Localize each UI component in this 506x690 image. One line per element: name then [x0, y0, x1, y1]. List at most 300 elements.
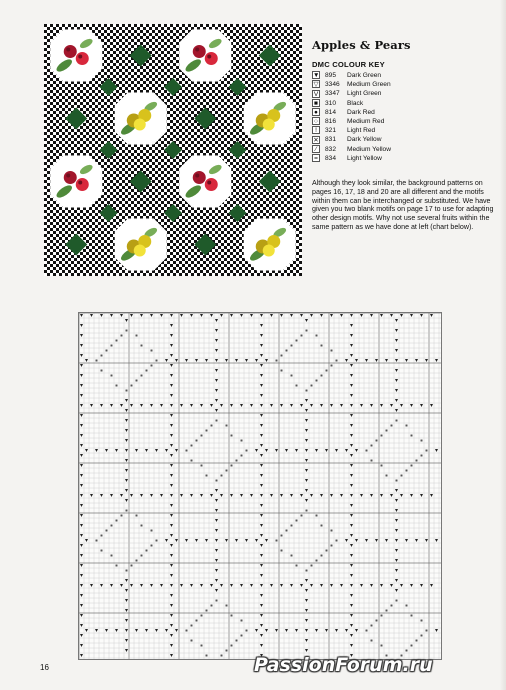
- stitch-symbol: [350, 404, 353, 407]
- stitch-symbol: [425, 359, 428, 362]
- cherry: [64, 171, 77, 184]
- stitch-symbol: [350, 614, 353, 617]
- key-number: 834: [325, 154, 337, 162]
- stitch-symbol: [206, 475, 208, 477]
- stitch-symbol: [231, 645, 233, 647]
- stitch-symbol: [416, 460, 418, 462]
- stitch-symbol: [230, 494, 233, 497]
- stitch-symbol: [355, 359, 358, 362]
- stitch-symbol: [210, 404, 213, 407]
- stitch-symbol: [366, 630, 368, 632]
- stitch-symbol: [101, 550, 103, 552]
- stitch-symbol: [376, 440, 378, 442]
- stitch-symbol: [355, 449, 358, 452]
- stitch-symbol: [190, 314, 193, 317]
- stitch-symbol: [260, 624, 263, 627]
- stitch-symbol: [310, 404, 313, 407]
- stitch-symbol: [80, 604, 83, 607]
- key-symbol: ■: [312, 99, 320, 107]
- stitch-symbol: [111, 525, 113, 527]
- stitch-symbol: [350, 594, 353, 597]
- stitch-symbol: [316, 515, 318, 517]
- stitch-symbol: [250, 584, 253, 587]
- stitch-symbol: [226, 470, 228, 472]
- stitch-symbol: [321, 525, 323, 527]
- key-symbol: =: [312, 154, 320, 162]
- stitch-symbol: [195, 539, 198, 542]
- stitch-symbol: [260, 374, 263, 377]
- pear: [263, 245, 275, 257]
- stitch-symbol: [425, 539, 428, 542]
- key-name: Medium Yellow: [347, 145, 391, 153]
- stitch-symbol: [215, 539, 218, 542]
- stitch-symbol: [301, 515, 303, 517]
- stitch-symbol: [385, 359, 388, 362]
- stitch-symbol: [305, 409, 308, 412]
- stitch-symbol: [101, 535, 103, 537]
- stitch-symbol: [125, 599, 128, 602]
- stitch-symbol: [215, 509, 218, 512]
- stitch-symbol: [216, 420, 218, 422]
- stitch-symbol: [350, 484, 353, 487]
- stitch-symbol: [116, 520, 118, 522]
- key-symbol: ∕: [312, 145, 320, 153]
- stitch-symbol: [80, 534, 83, 537]
- stitch-symbol: [331, 530, 333, 532]
- stitch-symbol: [80, 544, 83, 547]
- stitch-symbol: [411, 615, 413, 617]
- stitch-symbol: [350, 554, 353, 557]
- stitch-symbol: [435, 539, 438, 542]
- fruit-window: [179, 156, 231, 208]
- stitch-symbol: [215, 579, 218, 582]
- stitch-symbol: [435, 629, 438, 632]
- stitch-symbol: [305, 419, 308, 422]
- stitch-symbol: [321, 555, 323, 557]
- stitch-symbol: [165, 449, 168, 452]
- stitch-symbol: [215, 369, 218, 372]
- stitch-symbol: [210, 584, 213, 587]
- stitch-symbol: [300, 404, 303, 407]
- stitch-symbol: [386, 475, 388, 477]
- colour-key-row: [312, 80, 482, 89]
- stitch-symbol: [80, 424, 83, 427]
- stitch-symbol: [430, 314, 433, 317]
- stitch-symbol: [245, 359, 248, 362]
- stitch-symbol: [170, 434, 173, 437]
- stitch-symbol: [225, 359, 228, 362]
- stitch-symbol: [245, 539, 248, 542]
- stitch-symbol: [260, 424, 263, 427]
- stitch-symbol: [170, 344, 173, 347]
- stitch-symbol: [111, 345, 113, 347]
- stitch-symbol: [306, 570, 308, 572]
- stitch-symbol: [201, 645, 203, 647]
- stitch-symbol: [125, 629, 128, 632]
- stitch-symbol: [280, 404, 283, 407]
- stitch-symbol: [260, 354, 263, 357]
- stitch-symbol: [281, 550, 283, 552]
- key-symbol: ●: [312, 108, 320, 116]
- stitch-symbol: [115, 629, 118, 632]
- stitch-symbol: [170, 384, 173, 387]
- key-symbol: V: [313, 90, 319, 98]
- stitch-symbol: [180, 584, 183, 587]
- stitch-symbol: [126, 390, 128, 392]
- stitch-symbol: [206, 430, 208, 432]
- stitch-symbol: [301, 335, 303, 337]
- stitch-symbol: [350, 604, 353, 607]
- stitch-symbol: [350, 464, 353, 467]
- stitch-symbol: [101, 355, 103, 357]
- stitch-symbol: [141, 375, 143, 377]
- stitch-symbol: [345, 539, 348, 542]
- stitch-symbol: [360, 584, 363, 587]
- stitch-symbol: [190, 494, 193, 497]
- stitch-symbol: [140, 314, 143, 317]
- stitch-symbol: [125, 459, 128, 462]
- stitch-symbol: [350, 424, 353, 427]
- colour-key-row: [312, 135, 482, 144]
- stitch-symbol: [295, 449, 298, 452]
- stitch-symbol: [285, 449, 288, 452]
- stitch-symbol: [80, 484, 83, 487]
- stitch-symbol: [350, 494, 353, 497]
- stitch-symbol: [381, 435, 383, 437]
- stitch-symbol: [235, 359, 238, 362]
- stitch-symbol: [151, 545, 153, 547]
- stitch-symbol: [260, 394, 263, 397]
- stitch-symbol: [191, 640, 193, 642]
- stitch-symbol: [80, 614, 83, 617]
- stitch-symbol: [336, 540, 338, 542]
- stitch-symbol: [170, 584, 173, 587]
- stitch-symbol: [340, 404, 343, 407]
- stitch-symbol: [240, 584, 243, 587]
- stitch-symbol: [260, 344, 263, 347]
- stitch-symbol: [421, 620, 423, 622]
- stitch-symbol: [80, 354, 83, 357]
- stitch-symbol: [265, 539, 268, 542]
- stitch-symbol: [101, 370, 103, 372]
- stitch-symbol: [80, 384, 83, 387]
- stitch-symbol: [260, 574, 263, 577]
- stitch-symbol: [135, 629, 138, 632]
- stitch-symbol: [426, 450, 428, 452]
- stitch-symbol: [300, 494, 303, 497]
- stitch-symbol: [401, 475, 403, 477]
- stitch-symbol: [170, 414, 173, 417]
- stitch-symbol: [80, 474, 83, 477]
- stitch-symbol: [165, 359, 168, 362]
- fruit-window: [179, 30, 231, 82]
- stitch-symbol: [280, 494, 283, 497]
- stitch-symbol: [411, 435, 413, 437]
- stitch-symbol: [350, 324, 353, 327]
- stitch-symbol: [170, 374, 173, 377]
- stitch-symbol: [216, 480, 218, 482]
- stitch-symbol: [360, 314, 363, 317]
- key-name: Medium Green: [347, 81, 391, 89]
- stitch-symbol: [350, 314, 353, 317]
- stitch-symbol: [226, 605, 228, 607]
- stitch-symbol: [395, 499, 398, 502]
- key-number: 3346: [325, 81, 340, 89]
- stitch-symbol: [235, 539, 238, 542]
- stitch-symbol: [291, 375, 293, 377]
- stitch-symbol: [270, 494, 273, 497]
- stitch-symbol: [306, 510, 308, 512]
- stitch-symbol: [170, 484, 173, 487]
- stitch-symbol: [410, 404, 413, 407]
- stitch-symbol: [155, 629, 158, 632]
- stitch-symbol: [130, 494, 133, 497]
- stitch-symbol: [126, 510, 128, 512]
- stitch-symbol: [395, 519, 398, 522]
- stitch-symbol: [125, 439, 128, 442]
- stitch-symbol: [305, 479, 308, 482]
- colour-key-row: [312, 117, 482, 126]
- stitch-symbol: [110, 584, 113, 587]
- stitch-symbol: [260, 614, 263, 617]
- stitch-symbol: [170, 424, 173, 427]
- stitch-symbol: [216, 600, 218, 602]
- stitch-symbol: [215, 409, 218, 412]
- stitch-symbol: [350, 344, 353, 347]
- stitch-symbol: [406, 470, 408, 472]
- pear: [263, 119, 275, 131]
- stitch-symbol: [320, 494, 323, 497]
- stitch-symbol: [205, 359, 208, 362]
- stitch-symbol: [85, 539, 88, 542]
- stitch-symbol: [260, 364, 263, 367]
- stitch-symbol: [145, 449, 148, 452]
- stitch-symbol: [226, 425, 228, 427]
- cherry: [193, 45, 206, 58]
- stitch-symbol: [350, 354, 353, 357]
- stitch-symbol: [325, 449, 328, 452]
- stitch-symbol: [386, 610, 388, 612]
- stitch-symbol: [215, 319, 218, 322]
- stitch-symbol: [170, 554, 173, 557]
- stitch-symbol: [221, 475, 223, 477]
- colour-key-row: [312, 89, 482, 98]
- stitch-symbol: [395, 559, 398, 562]
- stitch-symbol: [260, 484, 263, 487]
- stitch-symbol: [430, 494, 433, 497]
- stitch-symbol: [305, 489, 308, 492]
- stitch-symbol: [130, 404, 133, 407]
- stitch-symbol: [170, 324, 173, 327]
- stitch-symbol: [241, 620, 243, 622]
- stitch-symbol: [305, 319, 308, 322]
- stitch-symbol: [290, 584, 293, 587]
- colour-key-row: [312, 71, 482, 80]
- stitch-symbol: [195, 359, 198, 362]
- stitch-symbol: [420, 584, 423, 587]
- key-symbol: !: [312, 126, 320, 134]
- stitch-symbol: [395, 589, 398, 592]
- cross-stitch-chart: [78, 312, 442, 660]
- stitch-symbol: [275, 449, 278, 452]
- key-number: 895: [325, 72, 337, 79]
- stitch-symbol: [125, 639, 128, 642]
- stitch-symbol: [395, 319, 398, 322]
- cherry-highlight: [207, 181, 211, 185]
- stitch-symbol: [80, 434, 83, 437]
- stitch-symbol: [115, 449, 118, 452]
- stitch-symbol: [300, 584, 303, 587]
- stitch-symbol: [80, 514, 83, 517]
- stitch-symbol: [150, 404, 153, 407]
- stitch-symbol: [80, 564, 83, 567]
- stitch-symbol: [80, 324, 83, 327]
- stitch-symbol: [305, 449, 308, 452]
- stitch-symbol: [180, 404, 183, 407]
- stitch-symbol: [226, 650, 228, 652]
- stitch-symbol: [215, 589, 218, 592]
- stitch-symbol: [305, 439, 308, 442]
- stitch-symbol: [386, 430, 388, 432]
- stitch-symbol: [260, 544, 263, 547]
- stitch-symbol: [170, 404, 173, 407]
- stitch-symbol: [260, 644, 263, 647]
- stitch-symbol: [355, 629, 358, 632]
- stitch-symbol: [220, 584, 223, 587]
- stitch-symbol: [330, 314, 333, 317]
- stitch-symbol: [180, 494, 183, 497]
- stitch-symbol: [160, 584, 163, 587]
- stitch-symbol: [330, 494, 333, 497]
- stitch-symbol: [375, 359, 378, 362]
- stitch-symbol: [396, 600, 398, 602]
- stitch-symbol: [295, 629, 298, 632]
- colour-key-row: [312, 145, 482, 154]
- pattern-title: Apples & Pears: [312, 38, 411, 52]
- stitch-symbol: [170, 604, 173, 607]
- stitch-symbol: [215, 559, 218, 562]
- stitch-symbol: [350, 624, 353, 627]
- stitch-symbol: [215, 359, 218, 362]
- stitch-symbol: [121, 335, 123, 337]
- stitch-symbol: [191, 460, 193, 462]
- stitch-symbol: [116, 385, 118, 387]
- stitch-symbol: [210, 314, 213, 317]
- stitch-symbol: [350, 444, 353, 447]
- stitch-symbol: [95, 449, 98, 452]
- stitch-symbol: [281, 355, 283, 357]
- stitch-symbol: [80, 554, 83, 557]
- stitch-symbol: [331, 350, 333, 352]
- stitch-symbol: [320, 314, 323, 317]
- stitch-symbol: [175, 629, 178, 632]
- stitch-symbol: [80, 594, 83, 597]
- stitch-symbol: [390, 404, 393, 407]
- stitch-symbol: [100, 584, 103, 587]
- stitch-symbol: [400, 494, 403, 497]
- stitch-symbol: [331, 365, 333, 367]
- stitch-symbol: [435, 449, 438, 452]
- stitch-symbol: [80, 584, 83, 587]
- stitch-symbol: [160, 314, 163, 317]
- stitch-symbol: [410, 584, 413, 587]
- stitch-symbol: [396, 480, 398, 482]
- stitch-symbol: [350, 394, 353, 397]
- stitch-symbol: [80, 624, 83, 627]
- stitch-symbol: [116, 340, 118, 342]
- stitch-symbol: [411, 465, 413, 467]
- stitch-symbol: [296, 385, 298, 387]
- stitch-symbol: [335, 449, 338, 452]
- stitch-symbol: [80, 404, 83, 407]
- stitch-symbol: [410, 494, 413, 497]
- stitch-symbol: [260, 594, 263, 597]
- key-symbol: ✕: [313, 136, 319, 144]
- stitch-symbol: [90, 494, 93, 497]
- stitch-symbol: [80, 634, 83, 637]
- stitch-symbol: [125, 619, 128, 622]
- stitch-symbol: [296, 520, 298, 522]
- stitch-symbol: [185, 359, 188, 362]
- stitch-symbol: [390, 314, 393, 317]
- stitch-symbol: [80, 394, 83, 397]
- stitch-symbol: [400, 584, 403, 587]
- stitch-symbol: [170, 364, 173, 367]
- key-number: 832: [325, 145, 337, 153]
- stitch-symbol: [290, 494, 293, 497]
- stitch-symbol: [405, 359, 408, 362]
- stitch-symbol: [381, 465, 383, 467]
- stitch-symbol: [326, 550, 328, 552]
- stitch-symbol: [281, 535, 283, 537]
- key-symbol: ▽: [313, 81, 319, 89]
- cherry-highlight: [66, 48, 70, 52]
- stitch-symbol: [321, 345, 323, 347]
- stitch-symbol: [290, 314, 293, 317]
- stitch-symbol: [350, 644, 353, 647]
- stitch-symbol: [106, 530, 108, 532]
- stitch-symbol: [365, 359, 368, 362]
- stitch-symbol: [220, 494, 223, 497]
- key-name: Black: [347, 99, 364, 107]
- stitch-symbol: [145, 629, 148, 632]
- stitch-symbol: [215, 329, 218, 332]
- stitch-symbol: [316, 335, 318, 337]
- stitch-symbol: [395, 399, 398, 402]
- stitch-symbol: [340, 314, 343, 317]
- stitch-symbol: [85, 449, 88, 452]
- stitch-symbol: [165, 629, 168, 632]
- stitch-symbol: [80, 644, 83, 647]
- stitch-symbol: [215, 529, 218, 532]
- stitch-symbol: [80, 444, 83, 447]
- stitch-symbol: [190, 404, 193, 407]
- stitch-symbol: [345, 449, 348, 452]
- stitch-symbol: [260, 494, 263, 497]
- stitch-symbol: [405, 539, 408, 542]
- stitch-symbol: [260, 514, 263, 517]
- stitch-symbol: [241, 455, 243, 457]
- stitch-symbol: [350, 584, 353, 587]
- stitch-symbol: [265, 449, 268, 452]
- stitch-symbol: [236, 640, 238, 642]
- stitch-symbol: [80, 344, 83, 347]
- stitch-symbol: [146, 370, 148, 372]
- stitch-symbol: [350, 514, 353, 517]
- stitch-symbol: [406, 425, 408, 427]
- stitch-symbol: [285, 629, 288, 632]
- stitch-symbol: [380, 314, 383, 317]
